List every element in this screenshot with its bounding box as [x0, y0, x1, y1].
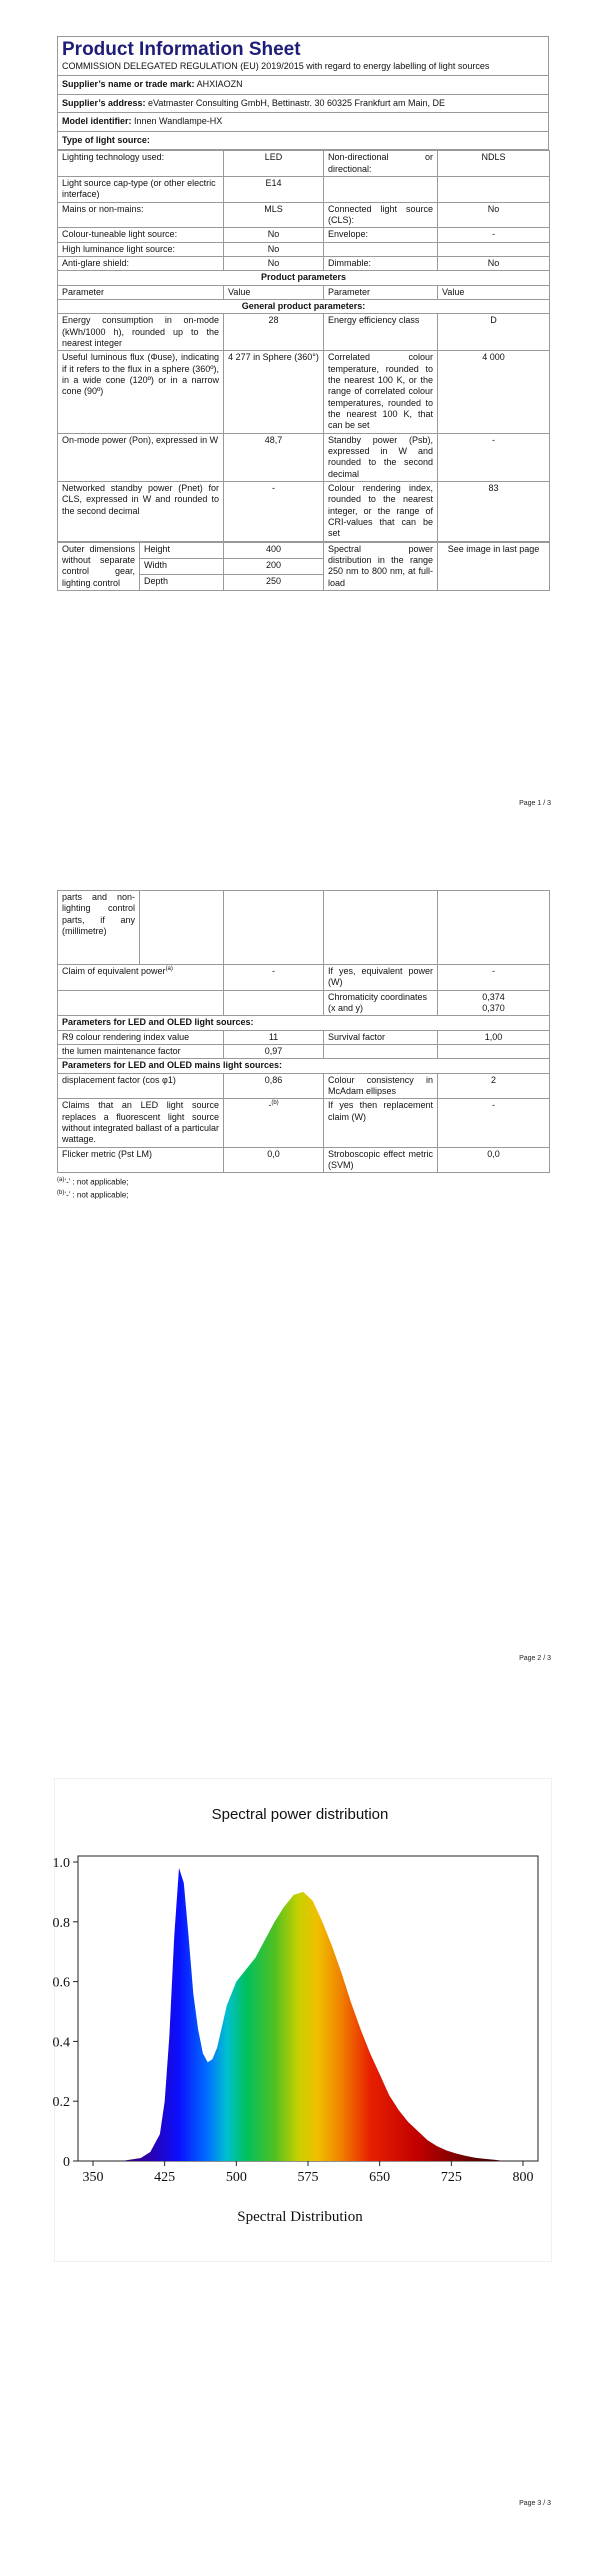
page-title: Product Information Sheet: [57, 36, 549, 61]
param-value: E14: [224, 177, 324, 203]
footnote-a-mark: (a): [57, 1177, 65, 1184]
table-row: [58, 481, 550, 541]
svm-label: Stroboscopic effect metric (SVM): [324, 1147, 438, 1173]
col-header-parameter: Parameter: [58, 285, 224, 299]
table-row: [58, 965, 550, 991]
param-label: Light source cap-type (or other electric interface): [58, 177, 224, 203]
param-value: MLS: [224, 202, 324, 228]
param-value: No: [224, 242, 324, 256]
table-row: [58, 228, 550, 242]
chromaticity-label: Chromaticity coordinates (x and y): [324, 990, 438, 1016]
table-row: [58, 891, 550, 965]
param-value: No: [224, 228, 324, 242]
type-table: [57, 150, 550, 541]
flicker-label: Flicker metric (Pst LM): [58, 1147, 224, 1173]
param-label: [324, 242, 438, 256]
y-tick-label: 0: [63, 2155, 70, 2170]
y-tick-label: 0.2: [52, 2095, 70, 2111]
mains-section-heading: Parameters for LED and OLED mains light sources:: [58, 1059, 550, 1073]
claim-label: Claims that an LED light source replaces a fluorescent light source without integrated ballast of a particular wattage.: [58, 1099, 224, 1147]
param-value: 83: [438, 481, 550, 541]
x-axis-label: Spectral Distribution: [237, 2209, 363, 2225]
survival-label: Survival factor: [324, 1030, 438, 1044]
param-label: [324, 177, 438, 203]
flicker-value: 0,0: [224, 1147, 324, 1173]
page-number: Page 2 / 3: [519, 1655, 551, 1662]
led-section-heading: Parameters for LED and OLED light sources:: [58, 1016, 550, 1030]
width-value: 200: [224, 558, 324, 574]
table-row: [58, 1044, 550, 1058]
supplier-address-label: Supplier’s address:: [62, 97, 146, 108]
height-value: 400: [224, 542, 324, 558]
table-row: [58, 433, 550, 481]
col-header-value: Value: [438, 285, 550, 299]
footnote-b: [57, 1189, 549, 1202]
spectral-area: [122, 1868, 504, 2161]
equiv-w-value: -: [438, 965, 550, 991]
param-label: Envelope:: [324, 228, 438, 242]
param-value: 28: [224, 314, 324, 351]
table-row: [58, 242, 550, 256]
col-header-parameter: Parameter: [324, 285, 438, 299]
param-label: Lighting technology used:: [58, 151, 224, 177]
param-label: Standby power (Psb), expressed in W and rounded to the second decimal: [324, 433, 438, 481]
dimensions-table: [57, 542, 550, 591]
table-row: [58, 1016, 550, 1030]
height-label: Height: [140, 542, 224, 558]
x-tick-label: 575: [297, 2170, 319, 2185]
footnotes: [57, 1176, 549, 1201]
spd-label: Spectral power distribution in the range 250 nm to 800 nm, at full-load: [324, 542, 438, 590]
table-row: [58, 351, 550, 433]
table-row: [58, 285, 550, 299]
param-label: On-mode power (Pon), expressed in W: [58, 433, 224, 481]
r9-label: R9 colour rendering index value: [58, 1030, 224, 1044]
col-header-value: Value: [224, 285, 324, 299]
table-row: [58, 542, 550, 558]
table-row: [58, 1059, 550, 1073]
param-value: 4 277 in Sphere (360°): [224, 351, 324, 433]
param-value: NDLS: [438, 151, 550, 177]
table-row: [58, 1030, 550, 1044]
page-1: [0, 0, 603, 820]
regulation-text: COMMISSION DELEGATED REGULATION (EU) 2019/2015 with regard to energy labelling of light sources: [57, 61, 549, 77]
param-label: Mains or non-mains:: [58, 202, 224, 228]
table-row: [58, 257, 550, 271]
param-value: -: [438, 433, 550, 481]
chroma-y: 0,370: [482, 1002, 505, 1013]
param-label: Energy consumption in on-mode (kWh/1000 h), rounded up to the nearest integer: [58, 314, 224, 351]
footnote-a: [57, 1176, 549, 1189]
param-value: No: [438, 202, 550, 228]
param-value: [438, 177, 550, 203]
displacement-value: 0,86: [224, 1073, 324, 1099]
supplier-address-value: eVatmaster Consulting GmbH, Bettinastr. 30 60325 Frankfurt am Main, DE: [148, 97, 446, 108]
chroma-x: 0,374: [482, 991, 505, 1002]
x-tick-label: 500: [225, 2170, 247, 2185]
svm-value: 0,0: [438, 1147, 550, 1173]
mcadam-label: Colour consistency in McAdam ellipses: [324, 1073, 438, 1099]
x-tick-label: 425: [154, 2170, 176, 2185]
param-label: High luminance light source:: [58, 242, 224, 256]
chart-title: Spectral power distribution: [211, 1806, 389, 1823]
y-tick-label: 0.4: [52, 2035, 70, 2051]
model-row: [57, 113, 549, 132]
info-sheet-page-2: [57, 890, 549, 1202]
depth-value: 250: [224, 574, 324, 590]
dimensions-label: Outer dimensions without separate control gear, lighting control: [58, 542, 140, 590]
param-value: No: [224, 257, 324, 271]
equiv-w-label: If yes, equivalent power (W): [324, 965, 438, 991]
param-value: LED: [224, 151, 324, 177]
survival-value: 1,00: [438, 1030, 550, 1044]
spectral-chart-svg: [52, 1779, 553, 2263]
table-row: [58, 1099, 550, 1147]
param-value: 48,7: [224, 433, 324, 481]
x-tick-label: 350: [82, 2170, 104, 2185]
claim-value-cell: [224, 1099, 324, 1147]
table-row: [58, 1147, 550, 1173]
general-params-heading: General product parameters:: [58, 300, 550, 314]
x-tick-label: 725: [440, 2170, 462, 2185]
table-row: [58, 1073, 550, 1099]
param-label: Non-directional or directional:: [324, 151, 438, 177]
chromaticity-value: [438, 990, 550, 1016]
footnote-a-text: ‘-’ : not applicable;: [64, 1177, 129, 1187]
supplier-address-row: [57, 95, 549, 114]
lumen-label: the lumen maintenance factor: [58, 1044, 224, 1058]
supplier-name-label: Supplier’s name or trade mark:: [62, 79, 195, 90]
supplier-name-value: AHXIAOZN: [196, 79, 243, 90]
param-value: [438, 242, 550, 256]
param-label: Anti-glare shield:: [58, 257, 224, 271]
lumen-value: 0,97: [224, 1044, 324, 1058]
info-sheet-page-1: [57, 36, 549, 591]
param-label: Useful luminous flux (Φuse), indicating if it refers to the flux in a sphere (360º), in a wide cone (120º) or in a narrow cone (90º): [58, 351, 224, 433]
param-label: Connected light source (CLS):: [324, 202, 438, 228]
page-number: Page 1 / 3: [519, 800, 551, 807]
table-row: [58, 314, 550, 351]
table-row: [58, 271, 550, 285]
note-ref-b: (b): [271, 1100, 279, 1107]
table-row: [58, 990, 550, 1016]
x-tick-label: 650: [369, 2170, 391, 2185]
param-label: Correlated colour temperature, rounded to the nearest 100 K, or the range of correlated colour temperatures, rounded to the nearest 100 K, that can be set: [324, 351, 438, 433]
param-label: Dimmable:: [324, 257, 438, 271]
y-tick-label: 1.0: [52, 1856, 70, 1871]
spectral-power-chart: [54, 1778, 552, 2262]
supplier-name-row: [57, 76, 549, 95]
dimensions-label-cont: parts and non-lighting control parts, if any (millimetre): [58, 891, 140, 965]
table-row: [58, 300, 550, 314]
footnote-b-mark: (b): [57, 1189, 65, 1196]
param-value: 4 000: [438, 351, 550, 433]
width-label: Width: [140, 558, 224, 574]
y-tick-label: 0.6: [52, 1975, 70, 1991]
param-label: Networked standby power (Pnet) for CLS, expressed in W and rounded to the second decimal: [58, 481, 224, 541]
product-params-heading: Product parameters: [58, 271, 550, 285]
replace-label: If yes then replacement claim (W): [324, 1099, 438, 1147]
model-value: Innen Wandlampe-HX: [134, 116, 223, 127]
note-ref-a: (a): [165, 966, 173, 972]
displacement-label: displacement factor (cos φ1): [58, 1073, 224, 1099]
model-label: Model identifier:: [62, 116, 132, 127]
param-value: No: [438, 257, 550, 271]
equiv-power-claim: [58, 965, 224, 991]
y-tick-label: 0.8: [52, 1915, 70, 1931]
table-row: [58, 202, 550, 228]
param-label: Colour rendering index, rounded to the nearest integer, or the range of CRI-values that can be set: [324, 481, 438, 541]
mcadam-value: 2: [438, 1073, 550, 1099]
table-row: [58, 177, 550, 203]
param-label: Colour-tuneable light source:: [58, 228, 224, 242]
table-row: [58, 151, 550, 177]
type-label: Type of light source:: [62, 134, 150, 145]
replace-value: -: [438, 1099, 550, 1147]
param-value: -: [438, 228, 550, 242]
continuation-table: [57, 890, 550, 1173]
param-value: -: [224, 481, 324, 541]
param-value: D: [438, 314, 550, 351]
page-number: Page 3 / 3: [519, 2500, 551, 2507]
equiv-claim-value: -: [224, 965, 324, 991]
r9-value: 11: [224, 1030, 324, 1044]
x-tick-label: 800: [512, 2170, 534, 2185]
spd-value: See image in last page: [438, 542, 550, 590]
claim-value: -: [268, 1100, 272, 1111]
param-label: Energy efficiency class: [324, 314, 438, 351]
equiv-claim-label: Claim of equivalent power: [62, 966, 166, 976]
page-2: [0, 820, 603, 1680]
footnote-b-text: ‘-’ : not applicable;: [64, 1190, 129, 1200]
type-heading: [57, 132, 549, 151]
depth-label: Depth: [140, 574, 224, 590]
